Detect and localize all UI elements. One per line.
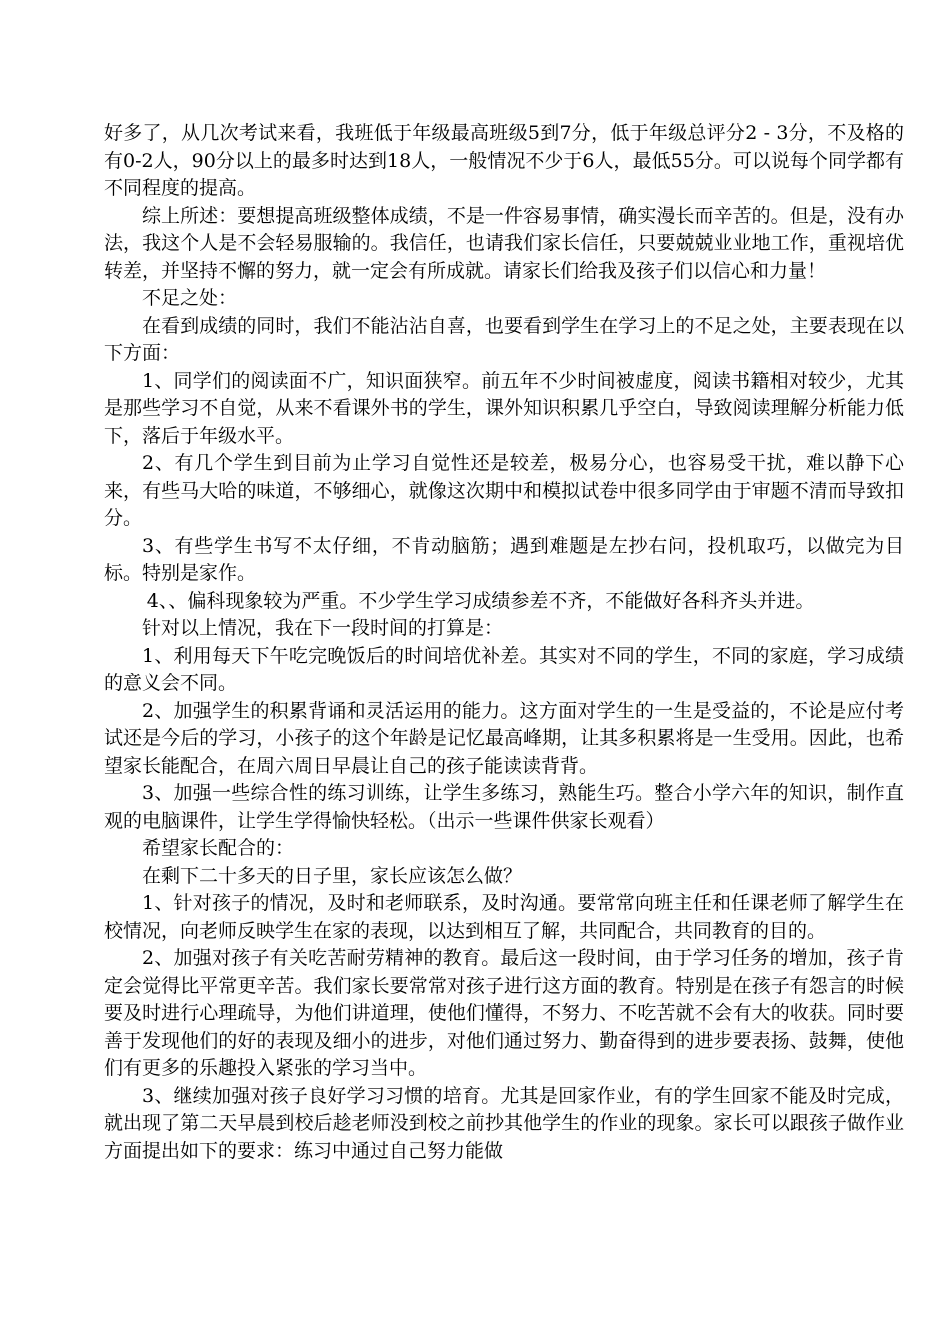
list-item-plan-3: 3、加强一些综合性的练习训练，让学生多练习，熟能生巧。整合小学六年的知识，制作直观的电脑课件，让学生学得愉快轻松。（出示一些课件供家长观看） <box>104 782 904 832</box>
document-page <box>104 120 904 1165</box>
list-item-shortcoming-2: 2、有几个学生到目前为止学习自觉性还是较差，极易分心，也容易受干扰，难以静下心来，有些马大哈的味道，不够细心，就像这次期中和模拟试卷中很多同学由于审题不清而导致扣分。 <box>104 452 904 529</box>
list-item-parent-3: 3、继续加强对孩子良好学习习惯的培育。尤其是回家作业，有的学生回家不能及时完成，就出现了第二天早晨到校后趁老师没到校之前抄其他学生的作业的现象。家长可以跟孩子做作业方面提出如下的要求：练习中通过自己努力能做 <box>104 1084 904 1162</box>
paragraph-parent-question: 在剩下二十多天的日子里，家长应该怎么做？ <box>142 864 523 887</box>
paragraph-exam-results: 好多了，从几次考试来看，我班低于年级最高班级5到7分，低于年级总评分2 - 3分，不及格的有0-2人，90分以上的最多时达到18人，一般情况不少于6人，最低55分。可以说每个同学都有不同程度的提高。 <box>104 122 904 199</box>
list-item-parent-2: 2、加强对孩子有关吃苦耐劳精神的教育。最后这一段时间，由于学习任务的增加，孩子肯定会觉得比平常更辛苦。我们家长要常常对孩子进行这方面的教育。特别是在孩子有怨言的时候要及时进行心理疏导，为他们讲道理，使他们懂得，不努力、不吃苦就不会有大的收获。同时要善于发现他们的好的表现及细小的进步，对他们通过努力、勤奋得到的进步要表扬、鼓舞，使他们有更多的乐趣投入紧张的学习当中。 <box>104 947 904 1079</box>
paragraph-shortcomings-intro: 在看到成绩的同时，我们不能沾沾自喜，也要看到学生在学习上的不足之处，主要表现在以下方面： <box>104 314 904 364</box>
heading-shortcomings: 不足之处： <box>142 287 238 309</box>
list-item-parent-1: 1、针对孩子的情况，及时和老师联系，及时沟通。要常常向班主任和任课老师了解学生在校情况，向老师反映学生在家的表现，以达到相互了解，共同配合，共同教育的目的。 <box>104 892 904 942</box>
list-item-shortcoming-4: 4、、偏科现象较为严重。不少学生学习成绩参差不齐，不能做好各科齐头并进。 <box>146 589 815 612</box>
heading-parent-cooperation: 希望家长配合的： <box>142 837 295 859</box>
paragraph-summary: 综上所述：要想提高班级整体成绩，不是一件容易事情，确实漫长而辛苦的。但是，没有办法，我这个人是不会轻易服输的。我信任，也请我们家长信任，只要兢兢业业地工作，重视培优转差，并坚持不懈的努力，就一定会有所成就。请家长们给我及孩子们以信心和力量！ <box>104 204 904 282</box>
list-item-shortcoming-1: 1、同学们的阅读面不广，知识面狭窄。前五年不少时间被虚度，阅读书籍相对较少，尤其是那些学习不自觉，从来不看课外书的学生，课外知识积累几乎空白，导致阅读理解分析能力低下，落后于年级水平。 <box>104 369 904 447</box>
list-item-plan-2: 2、加强学生的积累背诵和灵活运用的能力。这方面对学生的一生是受益的，不论是应付考试还是今后的学习，小孩子的这个年龄是记忆最高峰期，让其多积累将是一生受用。因此，也希望家长能配合，在周六周日早晨让自己的孩子能读读背背。 <box>104 699 904 777</box>
list-item-plan-1: 1、利用每天下午吃完晚饭后的时间培优补差。其实对不同的学生，不同的家庭，学习成绩的意义会不同。 <box>104 644 904 694</box>
heading-plans: 针对以上情况，我在下一段时间的打算是： <box>142 617 504 639</box>
list-item-shortcoming-3: 3、有些学生书写不太仔细，不肯动脑筋；遇到难题是左抄右问，投机取巧，以做完为目标。特别是家作。 <box>104 534 904 584</box>
